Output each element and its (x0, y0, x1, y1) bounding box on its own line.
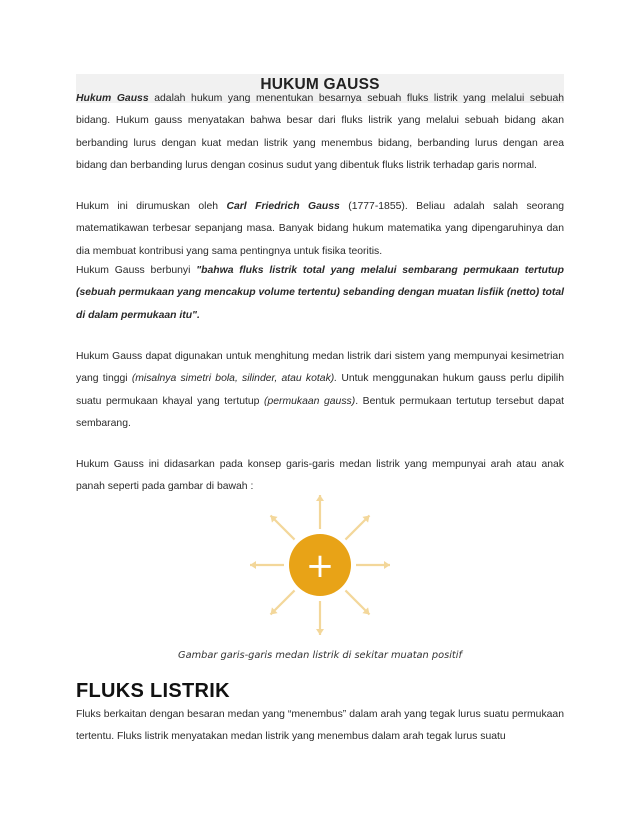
usage-gauss-surface: (permukaan gauss) (264, 395, 356, 407)
usage-text-b: Untuk menggunakan hukum gauss perlu dipilih suatu permukaan khayal yang tertutup (76, 373, 564, 407)
author-intro: Hukum ini dirumuskan oleh (76, 201, 227, 212)
usage-text-a: Hukum Gauss dapat digunakan untuk menghitung medan listrik dari sistem yang mempunyai kesimetrian yang tinggi (76, 351, 564, 385)
plus-sign: + (305, 546, 335, 586)
arrow-head (316, 629, 324, 635)
paragraph-field-lines: Hukum Gauss ini didasarkan pada konsep garis-garis medan listrik yang mempunyai arah atau anak panah seperti pada gambar di bawah : (76, 459, 564, 493)
document-title: HUKUM GAUSS (260, 76, 380, 93)
paragraph-usage (76, 346, 564, 436)
author-text: (1777-1855). Beliau adalah salah seorang matematikawan terbesar sepanjang masa. Banyak bidang hukum matematika yang dipengaruhinya dan dia membuat kontribusi yang sama pentingnya untuk fisika teoritis. (76, 201, 564, 257)
definition-text: adalah hukum yang menentukan besarnya sebuah fluks listrik yang melalui sebuah bidang. Hukum gauss menyatakan bahwa besar dari fluks listrik yang melalui sebuah bidang akan berbanding lurus dengan kuat medan listrik yang menembus bidang, berbanding lurus dengan area bidang dan berbanding lurus dengan cosinus sudut yang dibentuk fluks listrik terhadap garis normal. (76, 93, 564, 172)
statement-intro: Hukum Gauss berbunyi (76, 265, 197, 276)
arrow-head (316, 495, 324, 501)
paragraph-flux: Fluks berkaitan dengan besaran medan yang “menembus” dalam arah yang tegak lurus suatu permukaan tertentu. Fluks listrik menyatakan medan listrik yang menembus dalam arah tegak lurus suatu (76, 709, 564, 743)
paragraph-author (76, 196, 564, 263)
paragraph-statement (76, 260, 564, 327)
usage-symmetry-examples: (misalnya simetri bola, silinder, atau kotak). (131, 373, 338, 385)
arrow-head (384, 561, 390, 569)
field-lines-figure (230, 485, 410, 635)
section-heading: FLUKS LISTRIK (76, 680, 230, 702)
arrow-head (250, 561, 256, 569)
paragraph-definition (76, 88, 564, 178)
usage-text-c: . Bentuk permukaan tertutup tersebut dapat sembarang. (76, 395, 564, 430)
figure-caption: Gambar garis-garis medan listrik di sekitar muatan positif (178, 650, 462, 661)
term-hukum-gauss: Hukum Gauss (76, 93, 149, 104)
statement-quote: "bahwa fluks listrik total yang melalui sembarang permukaan tertutup (sebuah permukaan yang mencakup volume tertentu) sebanding dengan muatan lisfiik (netto) total di dalam permukaan itu". (76, 265, 564, 321)
author-name: Carl Friedrich Gauss (226, 201, 340, 212)
